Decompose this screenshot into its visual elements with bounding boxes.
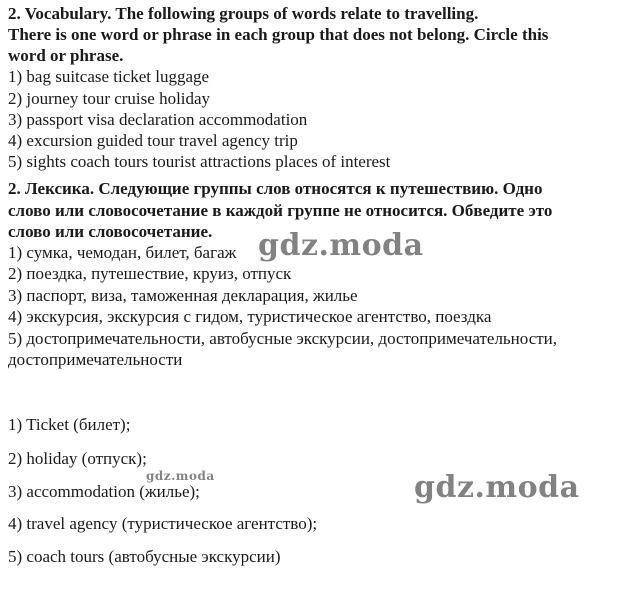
english-item-1: 1) bag suitcase ticket luggage [8,67,210,86]
english-heading-line-1: 2. Vocabulary. The following groups of words relate to travelling. [8,4,479,23]
russian-item-5: 5) достопримечательности, автобусные экскурсии, достопримечательности, [8,329,558,348]
english-item-5: 5) sights coach tours tourist attractions places of interest [8,152,391,171]
russian-item-5-continued: достопримечательности [8,350,183,369]
russian-heading-line-1: 2. Лексика. Следующие группы слов относятся к путешествию. Одно [8,179,543,198]
english-item-2: 2) journey tour cruise holiday [8,89,211,108]
russian-item-2: 2) поездка, путешествие, круиз, отпуск [8,264,292,283]
russian-heading-line-3: слово или словосочетание. [8,222,213,241]
answer-2: 2) holiday (отпуск); [8,449,147,468]
watermark-bottom: gdz.moda [414,470,580,505]
answer-1: 1) Ticket (билет); [8,415,131,434]
english-heading-line-3: word or phrase. [8,46,124,65]
english-item-3: 3) passport visa declaration accommodation [8,110,308,129]
answer-4: 4) travel agency (туристическое агентство); [8,514,318,533]
russian-item-4: 4) экскурсия, экскурсия с гидом, туристическое агентство, поездка [8,307,492,326]
russian-item-3: 3) паспорт, виза, таможенная декларация, жилье [8,286,358,305]
english-item-4: 4) excursion guided tour travel agency trip [8,131,298,150]
watermark-top: gdz.moda [258,228,424,263]
russian-heading-line-2: слово или словосочетание в каждой группе не относится. Обведите это [8,201,553,220]
russian-item-1: 1) сумка, чемодан, билет, багаж [8,243,237,262]
answer-3: 3) accommodation (жилье); [8,482,200,501]
watermark-small: gdz.moda [146,469,215,483]
english-heading-line-2: There is one word or phrase in each group that does not belong. Circle this [8,25,549,44]
answer-5: 5) coach tours (автобусные экскурсии) [8,547,281,566]
